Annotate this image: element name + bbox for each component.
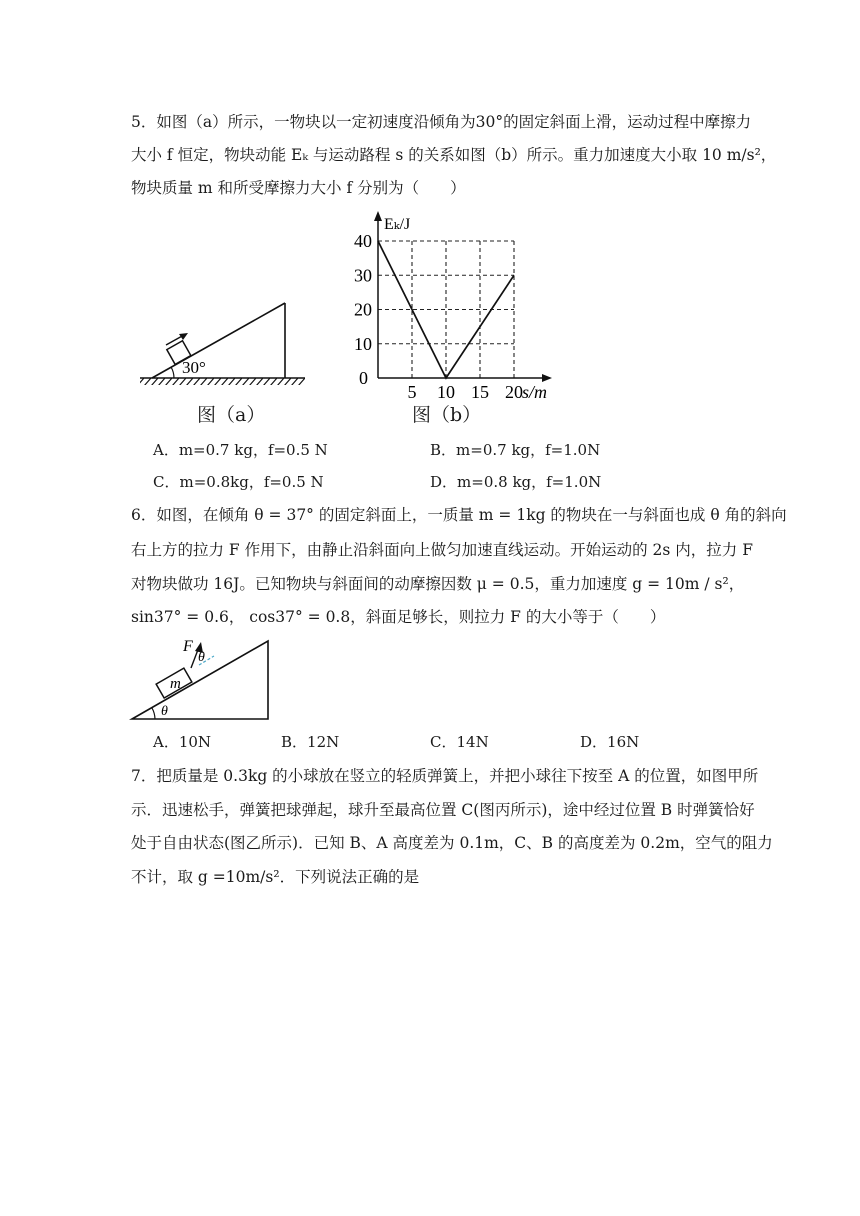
q5-option-b[interactable]: B．m=0.7 kg，f=1.0N [430, 441, 601, 459]
q7-line-3: 处于自由状态(图乙所示)．已知 B、A 高度差为 0.1m，C、B 的高度差为 0.2m，空气的阻力 [131, 834, 773, 852]
x-tick-label: 15 [471, 382, 489, 402]
figure-a-incline [130, 290, 320, 390]
q5-option-d[interactable]: D．m=0.8 kg，f=1.0N [430, 473, 602, 491]
q6-line-4: sin37° = 0.6， cos37° = 0.8，斜面足够长，则拉力 F 的大小等于（ ） [131, 608, 666, 626]
figure-b-caption: 图（b） [412, 404, 482, 426]
q6-option-a[interactable]: A．10N [153, 733, 212, 751]
origin-label: 0 [359, 368, 368, 388]
y-tick-label: 30 [354, 265, 372, 286]
x-axis-label: s/m [522, 382, 548, 402]
q5-option-a[interactable]: A．m=0.7 kg，f=0.5 N [153, 441, 328, 459]
y-tick-label: 40 [354, 231, 372, 251]
q6-line-3: 对物块做功 16J。已知物块与斜面间的动摩擦因数 μ = 0.5，重力加速度 g = 10m / s²， [131, 575, 745, 593]
figure-b-chart [340, 205, 570, 400]
q5-line-1: 5．如图（a）所示，一物块以一定初速度沿倾角为30°的固定斜面上滑，运动过程中摩擦力 [131, 113, 752, 131]
q6-line-2: 右上方的拉力 F 作用下，由静止沿斜面向上做匀加速直线运动。开始运动的 2s 内，拉力 F [131, 541, 753, 559]
x-tick-label: 5 [407, 382, 417, 402]
x-axis-arrow [542, 374, 552, 382]
y-tick-label: 10 [354, 333, 372, 354]
y-axis-arrow [374, 211, 382, 221]
x-tick-label: 20 [505, 382, 523, 402]
y-tick-label: 20 [354, 299, 372, 320]
q5-option-c[interactable]: C．m=0.8kg，f=0.5 N [153, 473, 324, 491]
y-axis-label: Eₖ/J [384, 216, 411, 233]
q5-line-2: 大小 f 恒定，物块动能 Eₖ 与运动路程 s 的关系如图（b）所示。重力加速度大小取 10 m/s²， [131, 146, 777, 164]
x-tick-label: 10 [437, 382, 455, 402]
q6-force-angle-label: θ [198, 650, 205, 665]
q6-mass-label: m [170, 676, 181, 692]
figure-a-angle-label: 30° [182, 358, 206, 377]
q6-option-d[interactable]: D．16N [580, 733, 640, 751]
q6-option-b[interactable]: B．12N [281, 733, 340, 751]
q6-line-1: 6．如图，在倾角 θ = 37° 的固定斜面上，一质量 m = 1kg 的物块在一与斜面也成 θ 角的斜向 [131, 506, 787, 524]
q7-line-2: 示．迅速松手，弹簧把球弹起，球升至最高位置 C(图丙所示)，途中经过位置 B 时弹簧恰好 [131, 801, 755, 819]
figure-a-caption: 图（a） [197, 404, 266, 426]
figure-q6-incline [125, 633, 275, 725]
q7-line-1: 7．把质量是 0.3kg 的小球放在竖立的轻质弹簧上，并把小球往下按至 A 的位置，如图甲所 [131, 767, 759, 785]
q6-angle-label: θ [161, 704, 168, 719]
q5-line-3: 物块质量 m 和所受摩擦力大小 f 分别为（ ） [131, 179, 466, 197]
q6-force-label: F [183, 638, 193, 655]
q6-option-c[interactable]: C．14N [430, 733, 489, 751]
q7-line-4: 不计，取 g =10m/s²．下列说法正确的是 [131, 868, 420, 886]
